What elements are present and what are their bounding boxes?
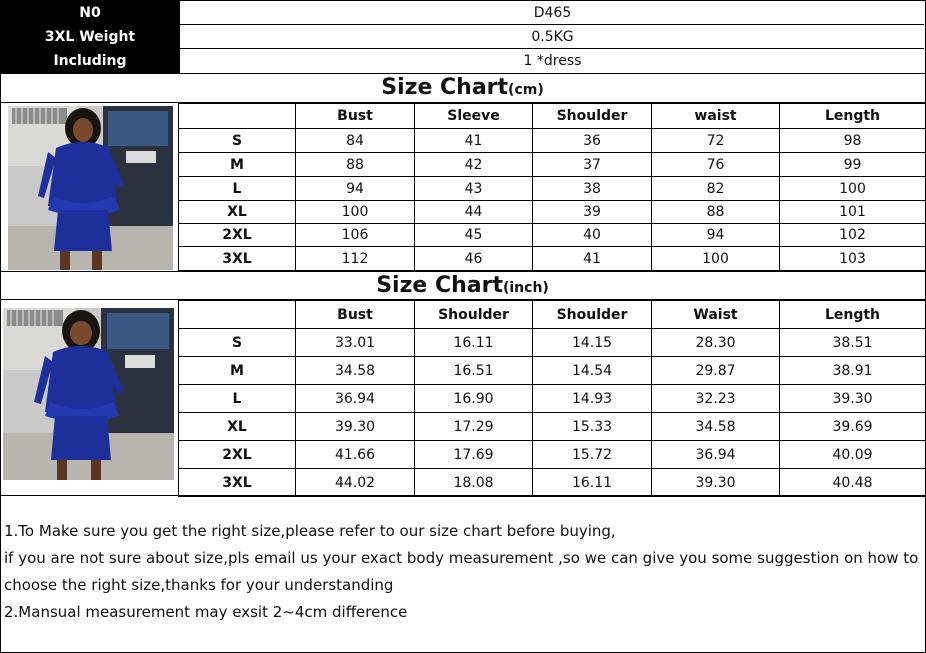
- table-cell: 94: [296, 177, 415, 201]
- table-cell: 16.11: [415, 329, 533, 357]
- column-header: Bust: [296, 104, 415, 129]
- value-including: 1 *dress: [179, 49, 925, 73]
- table-row: [179, 247, 926, 271]
- table-cell: 15.72: [533, 441, 652, 469]
- table-cell: 32.23: [652, 385, 780, 413]
- table-cell: 98: [780, 129, 926, 153]
- table-cell: 41.66: [296, 441, 415, 469]
- table-cell: 88: [296, 153, 415, 177]
- table-cell: 40.48: [780, 469, 926, 497]
- product-photo: [3, 308, 174, 480]
- table-cell: 16.51: [415, 357, 533, 385]
- table-header-row: [179, 104, 926, 129]
- table-cell: 39: [533, 201, 652, 224]
- column-header: [179, 301, 296, 329]
- column-header: Length: [780, 301, 926, 329]
- table-cell: 39.30: [780, 385, 926, 413]
- table-row: [179, 469, 926, 497]
- table-cell: 41: [415, 129, 533, 153]
- size-chart-inch-table: [178, 300, 926, 497]
- table-cell: 16.90: [415, 385, 533, 413]
- table-cell: 28.30: [652, 329, 780, 357]
- column-header: Shoulder: [415, 301, 533, 329]
- value-no: D465: [179, 1, 925, 25]
- table-cell: 45: [415, 224, 533, 247]
- table-cell: 44: [415, 201, 533, 224]
- table-cell: 82: [652, 177, 780, 201]
- table-cell: 37: [533, 153, 652, 177]
- label-including: Including: [1, 49, 179, 73]
- table-cell: 33.01: [296, 329, 415, 357]
- product-info-header: [1, 1, 924, 73]
- table-row: [179, 357, 926, 385]
- table-row: [179, 329, 926, 357]
- column-header: [179, 104, 296, 129]
- table-cell: 100: [780, 177, 926, 201]
- size-label: 2XL: [179, 224, 296, 247]
- table-cell: 38: [533, 177, 652, 201]
- table-row: [179, 224, 926, 247]
- size-label: L: [179, 177, 296, 201]
- table-row: [179, 177, 926, 201]
- table-cell: 17.69: [415, 441, 533, 469]
- chart-unit: (cm): [508, 82, 544, 98]
- product-photo: [8, 106, 173, 270]
- table-row: [179, 201, 926, 224]
- table-row: [179, 441, 926, 469]
- table-cell: 17.29: [415, 413, 533, 441]
- table-row: [179, 385, 926, 413]
- chart-title-text: Size Chart: [376, 273, 503, 298]
- dress-model-image: [3, 308, 174, 480]
- table-row: [179, 129, 926, 153]
- table-cell: 34.58: [652, 413, 780, 441]
- note-line: 1.To Make sure you get the right size,please refer to our size chart before buying,: [4, 522, 616, 540]
- column-header: Shoulder: [533, 301, 652, 329]
- divider: [0, 495, 925, 496]
- size-label: M: [179, 153, 296, 177]
- size-label: S: [179, 329, 296, 357]
- table-cell: 18.08: [415, 469, 533, 497]
- table-cell: 88: [652, 201, 780, 224]
- table-cell: 46: [415, 247, 533, 271]
- table-cell: 38.51: [780, 329, 926, 357]
- chart-unit: (inch): [502, 280, 549, 296]
- size-label: XL: [179, 201, 296, 224]
- table-cell: 14.54: [533, 357, 652, 385]
- table-cell: 100: [296, 201, 415, 224]
- table-cell: 99: [780, 153, 926, 177]
- divider: [179, 48, 924, 49]
- table-cell: 101: [780, 201, 926, 224]
- table-cell: 14.15: [533, 329, 652, 357]
- table-cell: 36: [533, 129, 652, 153]
- table-cell: 40: [533, 224, 652, 247]
- table-cell: 102: [780, 224, 926, 247]
- table-cell: 16.11: [533, 469, 652, 497]
- size-chart-cm-table: [178, 103, 926, 271]
- table-cell: 100: [652, 247, 780, 271]
- size-label: XL: [179, 413, 296, 441]
- table-cell: 42: [415, 153, 533, 177]
- divider: [179, 24, 924, 25]
- table-cell: 72: [652, 129, 780, 153]
- size-chart-inch-title: [1, 272, 924, 302]
- size-label: M: [179, 357, 296, 385]
- column-header: Shoulder: [533, 104, 652, 129]
- table-cell: 38.91: [780, 357, 926, 385]
- size-notes: [4, 518, 918, 626]
- size-label: L: [179, 385, 296, 413]
- table-cell: 84: [296, 129, 415, 153]
- table-cell: 43: [415, 177, 533, 201]
- size-label: 3XL: [179, 247, 296, 271]
- note-line: if you are not sure about size,pls email us your exact body measurement ,so we can give you some suggestion on how to: [4, 549, 919, 567]
- note-line: 2.Mansual measurement may exsit 2~4cm difference: [4, 603, 408, 621]
- label-weight: 3XL Weight: [1, 25, 179, 49]
- table-cell: 39.30: [296, 413, 415, 441]
- table-cell: 34.58: [296, 357, 415, 385]
- table-cell: 36.94: [652, 441, 780, 469]
- table-cell: 40.09: [780, 441, 926, 469]
- table-cell: 41: [533, 247, 652, 271]
- table-cell: 103: [780, 247, 926, 271]
- table-cell: 106: [296, 224, 415, 247]
- column-header: Sleeve: [415, 104, 533, 129]
- table-header-row: [179, 301, 926, 329]
- size-label: 3XL: [179, 469, 296, 497]
- table-row: [179, 153, 926, 177]
- table-cell: 76: [652, 153, 780, 177]
- dress-model-image: [8, 106, 173, 270]
- table-row: [179, 413, 926, 441]
- table-cell: 15.33: [533, 413, 652, 441]
- label-no: N0: [1, 1, 179, 25]
- chart-title-text: Size Chart: [381, 75, 509, 100]
- table-cell: 36.94: [296, 385, 415, 413]
- table-cell: 112: [296, 247, 415, 271]
- table-cell: 29.87: [652, 357, 780, 385]
- table-cell: 14.93: [533, 385, 652, 413]
- column-header: Waist: [652, 301, 780, 329]
- note-line: choose the right size,thanks for your understanding: [4, 576, 394, 594]
- table-cell: 44.02: [296, 469, 415, 497]
- column-header: Length: [780, 104, 926, 129]
- value-weight: 0.5KG: [179, 25, 925, 49]
- table-cell: 39.69: [780, 413, 926, 441]
- table-cell: 39.30: [652, 469, 780, 497]
- size-label: 2XL: [179, 441, 296, 469]
- size-chart-cm-title: [1, 74, 924, 104]
- size-label: S: [179, 129, 296, 153]
- column-header: Bust: [296, 301, 415, 329]
- column-header: waist: [652, 104, 780, 129]
- table-cell: 94: [652, 224, 780, 247]
